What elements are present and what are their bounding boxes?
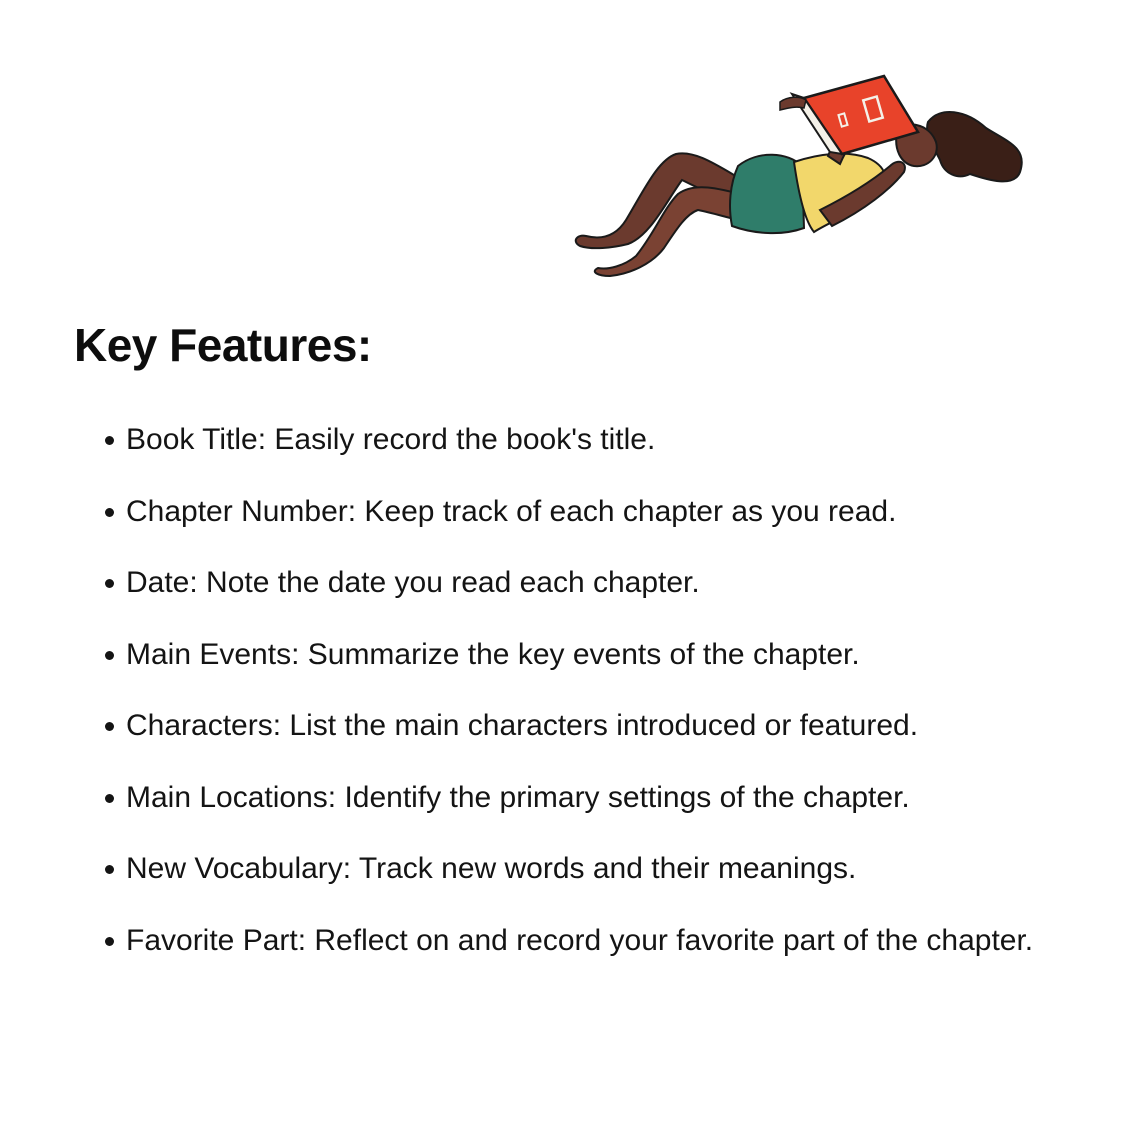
bullet-icon <box>105 651 114 660</box>
feature-text: Book Title: Easily record the book's title. <box>126 423 656 456</box>
feature-text: Favorite Part: Reflect on and record your favorite part of the chapter. <box>126 923 1034 957</box>
hair-shape <box>927 112 1022 181</box>
list-item <box>126 847 1116 919</box>
bullet-icon <box>105 794 114 803</box>
bullet-icon <box>105 436 114 445</box>
page-title: Key Features: <box>74 319 372 371</box>
bullet-icon <box>105 579 114 588</box>
feature-text: Characters: List the main characters introduced or featured. <box>126 709 919 742</box>
list-item <box>126 490 1116 562</box>
key-features-list <box>126 418 1116 990</box>
feature-text: New Vocabulary: Track new words and their meanings. <box>126 852 857 885</box>
bullet-icon <box>105 722 114 731</box>
list-item <box>126 633 1116 705</box>
list-item <box>126 919 1116 991</box>
bullet-icon <box>105 865 114 874</box>
list-item <box>126 561 1116 633</box>
feature-text: Date: Note the date you read each chapter. <box>126 566 700 599</box>
feature-text: Main Locations: Identify the primary settings of the chapter. <box>126 780 910 814</box>
list-item <box>126 418 1116 490</box>
girl-reading-book-illustration <box>568 70 1030 282</box>
skirt-shape <box>730 155 804 233</box>
feature-text: Chapter Number: Keep track of each chapter as you read. <box>126 494 897 528</box>
list-item <box>126 704 1116 776</box>
bullet-icon <box>105 508 114 517</box>
list-item <box>126 776 1116 848</box>
feature-text: Main Events: Summarize the key events of the chapter. <box>126 637 860 671</box>
hand-shape <box>780 97 806 110</box>
bullet-icon <box>105 937 114 946</box>
